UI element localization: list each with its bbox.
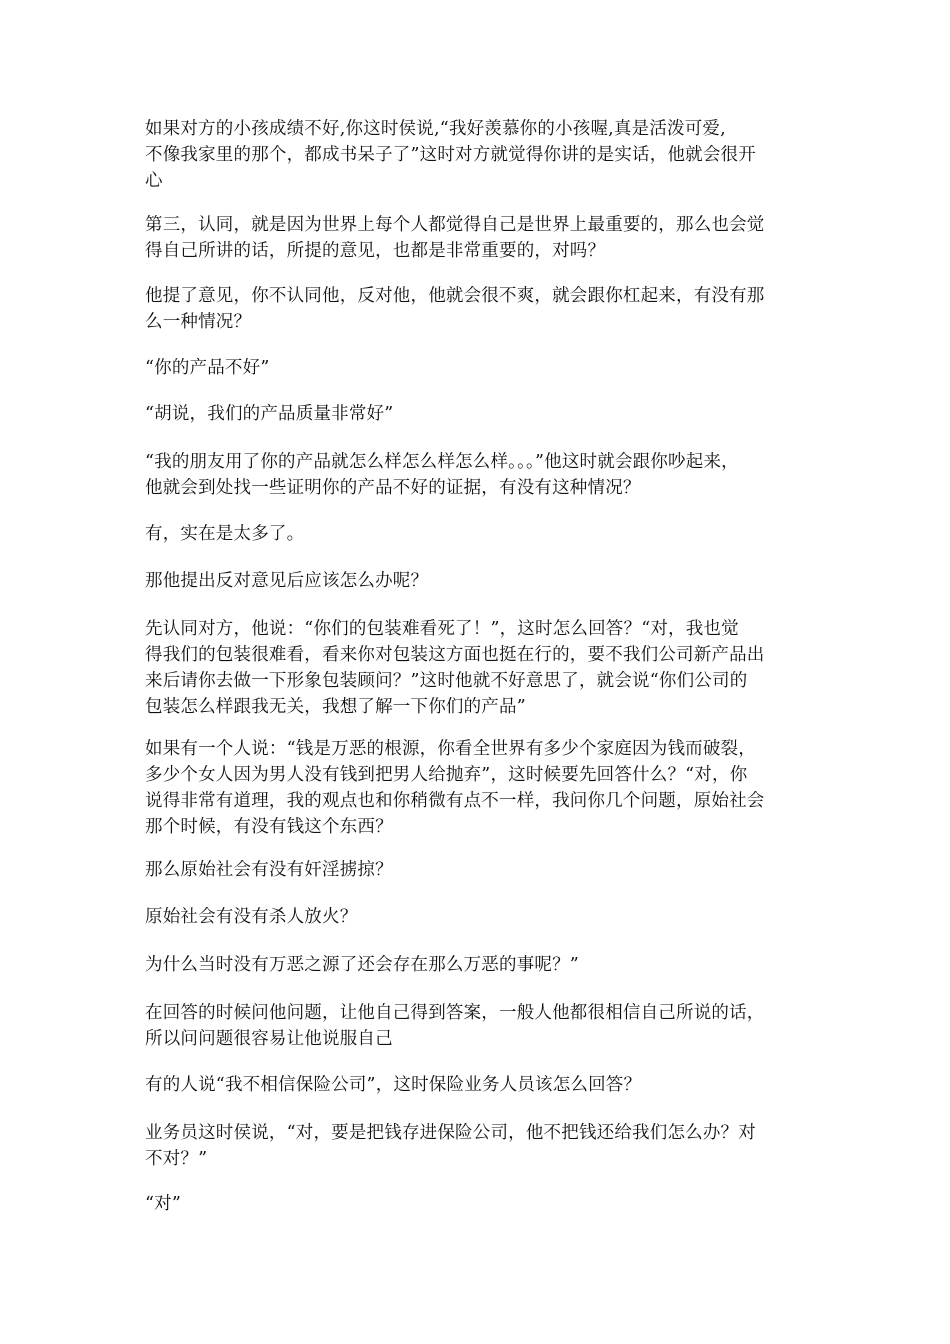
paragraph-15 bbox=[145, 1072, 815, 1098]
text-line: 在回答的时候问他问题，让他自己得到答案，一般人他都很相信自己所说的话， bbox=[145, 1003, 765, 1023]
paragraph-11 bbox=[145, 857, 815, 883]
text-line: 来后请你去做一下形象包装顾问？”这时他就不好意思了，就会说“你们公司的 bbox=[145, 671, 748, 691]
text-line: 那个时候，有没有钱这个东西？ bbox=[145, 817, 393, 837]
paragraph-9 bbox=[145, 616, 815, 720]
text-line: 他就会到处找一些证明你的产品不好的证据，有没有这种情况？ bbox=[145, 478, 641, 498]
text-line: 那他提出反对意见后应该怎么办呢？ bbox=[145, 571, 429, 591]
text-line: 先认同对方，他说：“你们的包装难看死了！”，这时怎么回答？“对，我也觉 bbox=[145, 619, 739, 639]
paragraph-6 bbox=[145, 449, 815, 501]
text-line: 为什么当时没有万恶之源了还会存在那么万恶的事呢？” bbox=[145, 955, 579, 975]
text-line: 心 bbox=[145, 171, 163, 191]
paragraph-4 bbox=[145, 355, 815, 381]
text-line: 有的人说“我不相信保险公司”，这时保险业务人员该怎么回答？ bbox=[145, 1075, 642, 1095]
text-line: 他提了意见，你不认同他，反对他，他就会很不爽，就会跟你杠起来，有没有那 bbox=[145, 286, 765, 306]
paragraph-1 bbox=[145, 116, 815, 194]
text-line: 那么原始社会有没有奸淫掳掠？ bbox=[145, 860, 393, 880]
text-line: 业务员这时侯说，“对，要是把钱存进保险公司，他不把钱还给我们怎么办？对 bbox=[145, 1123, 756, 1143]
text-line: 如果对方的小孩成绩不好,你这时侯说,“我好羡慕你的小孩喔,真是活泼可爱, bbox=[145, 119, 726, 139]
text-line: 多少个女人因为男人没有钱到把男人给抛弃”，这时候要先回答什么？“对，你 bbox=[145, 765, 748, 785]
text-line: 所以问问题很容易让他说服自己 bbox=[145, 1029, 393, 1049]
paragraph-17 bbox=[145, 1191, 815, 1217]
text-line: 得我们的包装很难看，看来你对包装这方面也挺在行的，要不我们公司新产品出 bbox=[145, 645, 765, 665]
paragraph-14 bbox=[145, 1000, 815, 1052]
paragraph-2 bbox=[145, 212, 815, 264]
paragraph-10 bbox=[145, 736, 815, 840]
text-line: 包装怎么样跟我无关，我想了解一下你们的产品” bbox=[145, 697, 526, 717]
paragraph-12 bbox=[145, 904, 815, 930]
paragraph-3 bbox=[145, 283, 815, 335]
text-line: 有，实在是太多了。 bbox=[145, 524, 305, 544]
text-line: 如果有一个人说：“钱是万恶的根源，你看全世界有多少个家庭因为钱而破裂， bbox=[145, 739, 756, 759]
text-line: “你的产品不好” bbox=[145, 358, 270, 378]
paragraph-7 bbox=[145, 521, 815, 547]
text-line: 得自己所讲的话，所提的意见，也都是非常重要的，对吗？ bbox=[145, 241, 606, 261]
text-line: 原始社会有没有杀人放火？ bbox=[145, 907, 358, 927]
text-line: “胡说，我们的产品质量非常好” bbox=[145, 404, 394, 424]
text-line: “对” bbox=[145, 1194, 181, 1214]
paragraph-13 bbox=[145, 952, 815, 978]
paragraph-16 bbox=[145, 1120, 815, 1172]
text-line: “我的朋友用了你的产品就怎么样怎么样怎么样。。。”他这时就会跟你吵起来， bbox=[145, 452, 739, 472]
text-line: 说得非常有道理，我的观点也和你稍微有点不一样，我问你几个问题，原始社会 bbox=[145, 791, 765, 811]
paragraph-5 bbox=[145, 401, 815, 427]
text-line: 不对？” bbox=[145, 1149, 208, 1169]
paragraph-8 bbox=[145, 568, 815, 594]
text-line: 第三，认同，就是因为世界上每个人都觉得自己是世界上最重要的，那么也会觉 bbox=[145, 215, 765, 235]
text-line: 不像我家里的那个，都成书呆子了”这时对方就觉得你讲的是实话，他就会很开 bbox=[145, 145, 756, 165]
text-line: 么一种情况？ bbox=[145, 312, 252, 332]
